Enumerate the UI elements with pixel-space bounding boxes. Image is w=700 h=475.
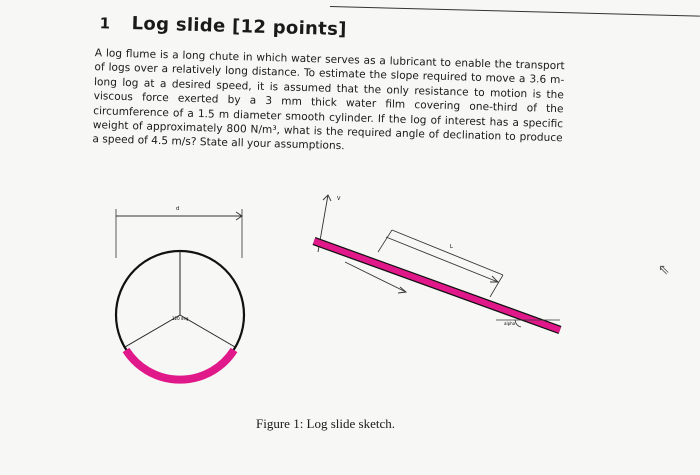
angle-arc (515, 320, 521, 327)
angle-120-label: 120 deg (172, 316, 189, 321)
length-label: L (450, 244, 453, 250)
log-bar (314, 241, 560, 330)
problem-number: 1 (99, 14, 111, 33)
length-dimension-top (392, 230, 503, 275)
figure-caption: Figure 1: Log slide sketch. (256, 416, 396, 431)
axis-label: V (337, 196, 341, 202)
incline-diagram (314, 195, 560, 330)
length-extension-right (490, 275, 503, 297)
problem-statement: A log flume is a long chute in which water serves as a lubricant to enable the transport of logs over a relatively long distance. To estimate the slope required to move a 3.6 m-long log at a desired speed, it is assumed that the only resistance to motion is the viscous force exerted by a 3 mm thick water film covering one-third of the circumference of a 1.5 m diameter smooth cylinder. If the log of interest has a specific weight of approximately 800 N/m³, what is the required angle of declination to produce a speed of 4.5 m/s? State all your assumptions. (92, 47, 565, 153)
water-film-arc (126, 350, 234, 380)
length-extension-left (378, 230, 392, 252)
problem-title: Log slide [12 points] (131, 13, 347, 41)
mouse-pointer-icon: ⇖ (658, 262, 670, 278)
diameter-label: d (176, 206, 180, 212)
cross-section-diagram (116, 206, 244, 380)
alpha-label: alpha (504, 321, 516, 326)
